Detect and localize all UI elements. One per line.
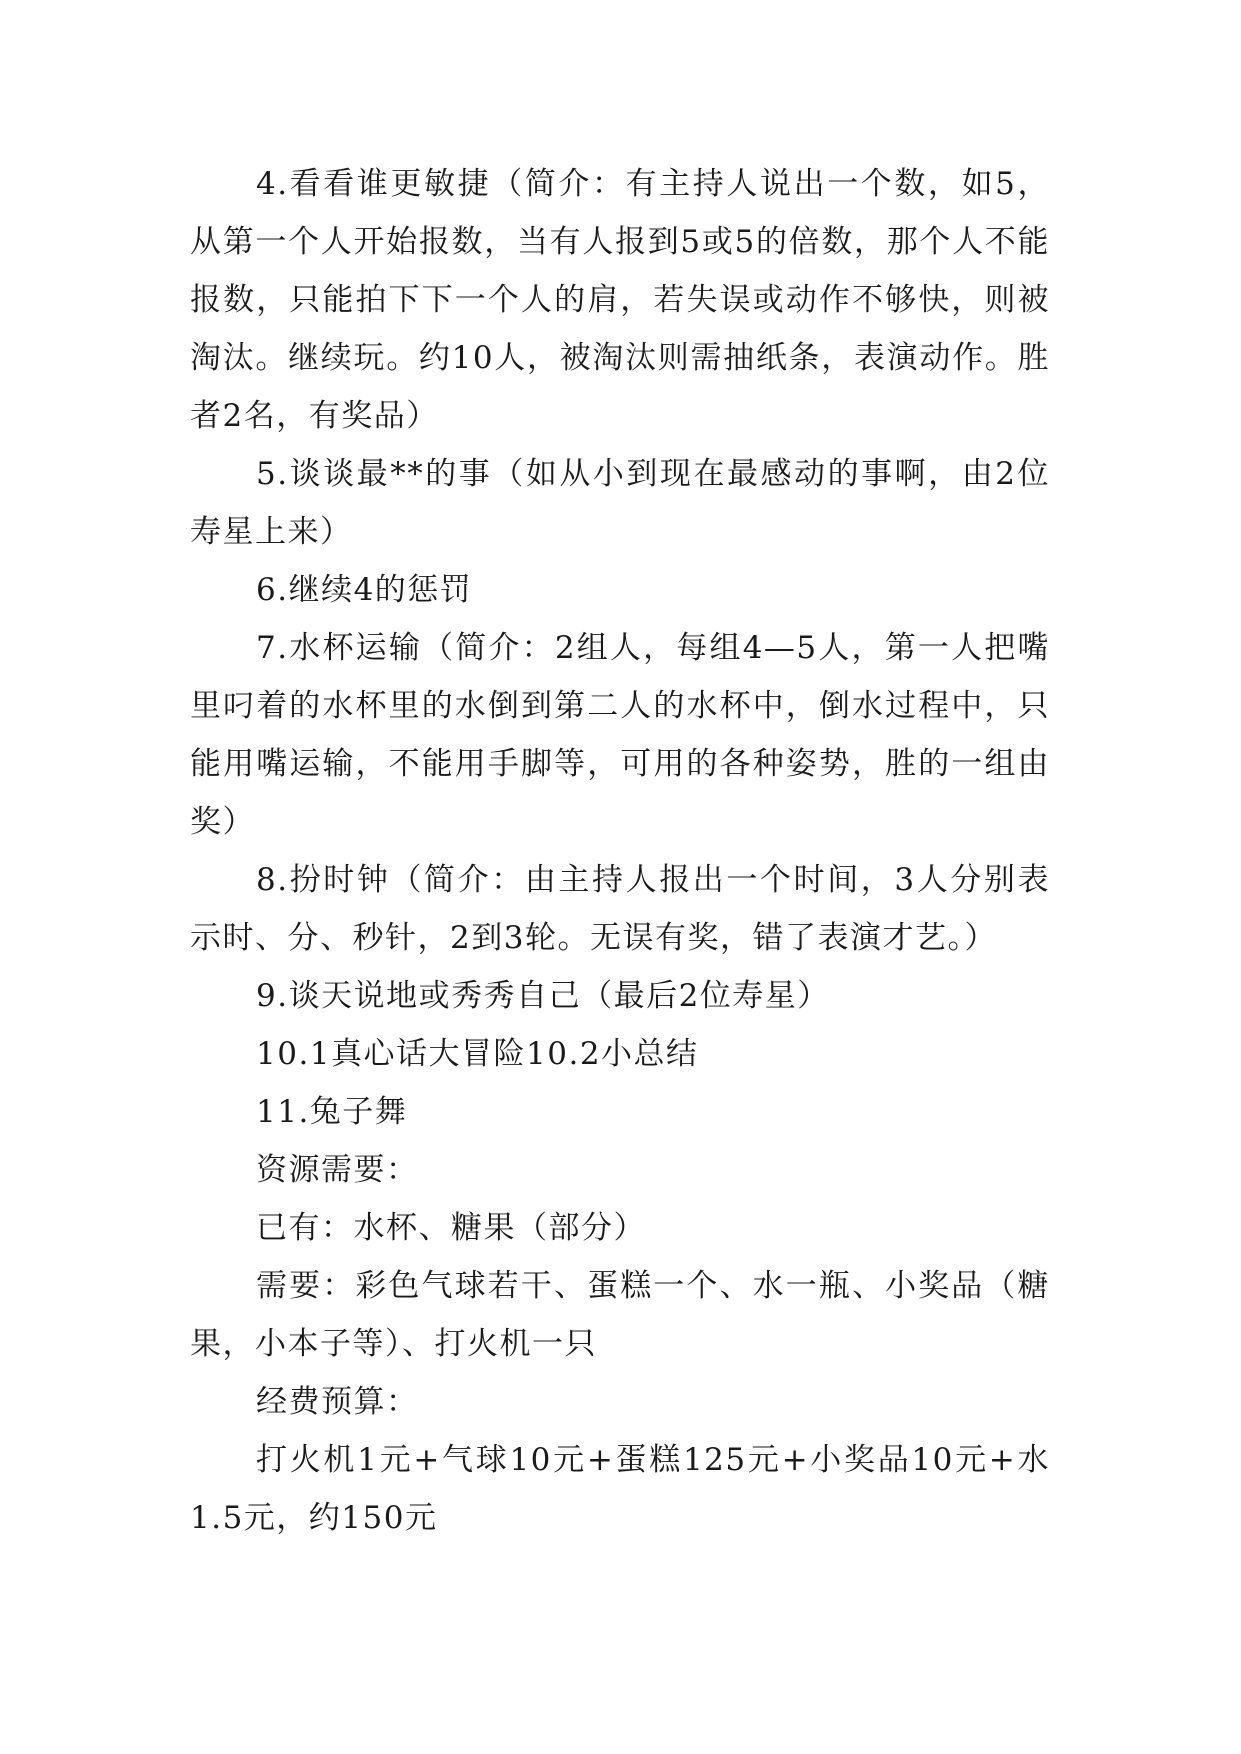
- paragraph-game-7: 7.水杯运输（简介：2组人，每组4—5人，第一人把嘴里叼着的水杯里的水倒到第二人的水杯中，倒水过程中，只能用嘴运输，不能用手脚等，可用的各种姿势，胜的一组由奖）: [190, 630, 1050, 840]
- paragraph-budget-detail: 打火机1元+气球10元+蛋糕125元+小奖品10元+水1.5元，约150元: [190, 1442, 1050, 1536]
- paragraph-game-11: 11.兔子舞: [256, 1094, 408, 1130]
- document-body: [190, 155, 1050, 1547]
- paragraph-resources-need: 需要：彩色气球若干、蛋糕一个、水一瓶、小奖品（糖果，小本子等）、打火机一只: [190, 1268, 1050, 1362]
- heading-resources: 资源需要：: [256, 1152, 419, 1188]
- paragraph-game-10: 10.1真心话大冒险10.2小总结: [256, 1036, 699, 1072]
- paragraph-game-6: 6.继续4的惩罚: [256, 572, 473, 608]
- paragraph-game-8: 8.扮时钟（简介：由主持人报出一个时间，3人分别表示时、分、秒针，2到3轮。无误有奖，错了表演才艺。）: [190, 862, 1050, 956]
- paragraph-game-4: 4.看看谁更敏捷（简介：有主持人说出一个数，如5，从第一个人开始报数，当有人报到5或5的倍数，那个人不能报数，只能拍下下一个人的肩，若失误或动作不够快，则被淘汰。继续玩。约10人，被淘汰则需抽纸条，表演动作。胜者2名，有奖品）: [190, 166, 1050, 434]
- paragraph-resources-have: 已有：水杯、糖果（部分）: [256, 1210, 646, 1246]
- paragraph-game-9: 9.谈天说地或秀秀自己（最后2位寿星）: [256, 978, 830, 1014]
- heading-budget: 经费预算：: [256, 1384, 419, 1420]
- paragraph-game-5: 5.谈谈最**的事（如从小到现在最感动的事啊，由2位寿星上来）: [190, 456, 1050, 550]
